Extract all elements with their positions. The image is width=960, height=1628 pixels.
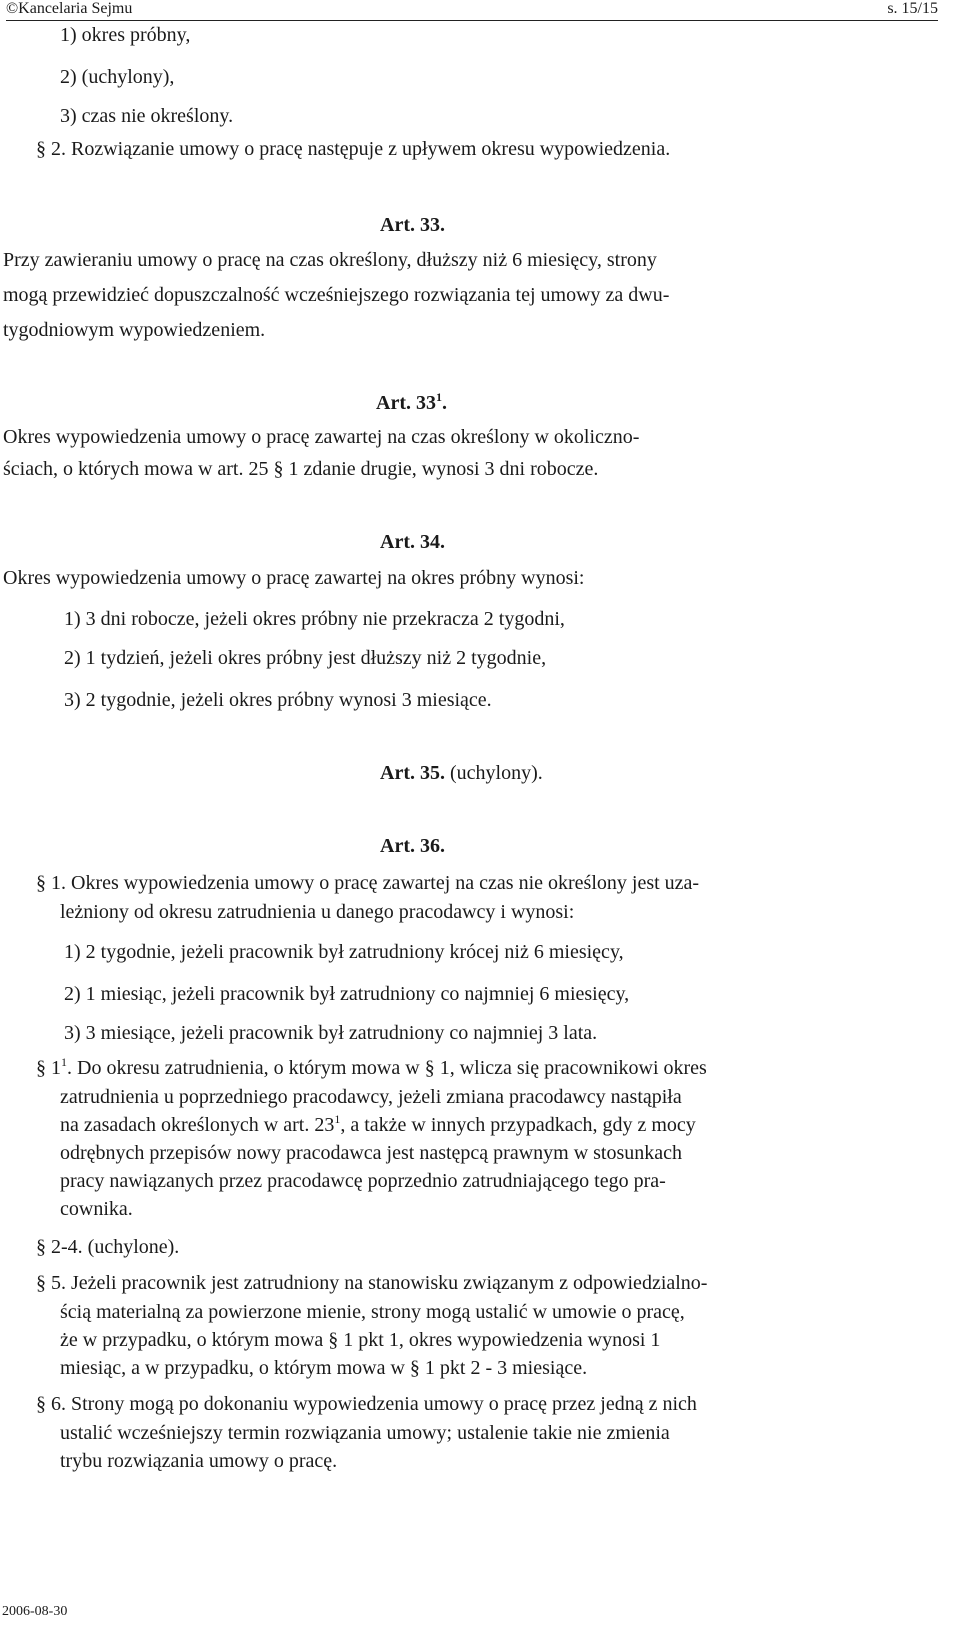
art-36-p6-line-2: ustalić wcześniejszy termin rozwiązania umowy; ustalenie takie nie zmienia xyxy=(60,1422,670,1444)
art-34-title: Art. 34. xyxy=(380,531,445,553)
art-33-line-2: mogą przewidzieć dopuszczalność wcześniejszego rozwiązania tej umowy za dwu- xyxy=(3,284,670,306)
art-36-p1-1-line-3: na zasadach określonych w art. $23^1$, a także w innych przypadkach, gdy z mocy xyxy=(60,1112,696,1136)
art-36-title: Art. 36. xyxy=(380,835,445,857)
art-35: Art. 35. (uchylony). xyxy=(380,762,543,784)
superscript: 1 xyxy=(435,390,442,404)
paragraph-2: § 2. Rozwiązanie umowy o pracę następuje z upływem okresu wypowiedzenia. xyxy=(36,138,671,160)
art-36-p1-1-line-6: cownika. xyxy=(60,1198,133,1220)
art-33-1-line-2: ściach, o których mowa w art. 25 § 1 zdanie drugie, wynosi 3 dni robocze. xyxy=(3,458,599,480)
art-33-1-title: Art. $33^1$. xyxy=(376,390,447,414)
art-36-p6-line-1: § 6. Strony mogą po dokonaniu wypowiedzenia umowy o pracę przez jedną z nich xyxy=(36,1393,697,1415)
header-source: ©Kancelaria Sejmu xyxy=(6,0,133,17)
art-36-p2-4: § 2-4. (uchylone). xyxy=(36,1236,180,1258)
art-36-p5-line-3: że w przypadku, o którym mowa § 1 pkt 1, okres wypowiedzenia wynosi 1 xyxy=(60,1329,661,1351)
art-36-p1-line-1: § 1. Okres wypowiedzenia umowy o pracę zawartej na czas nie określony jest uza- xyxy=(36,872,700,894)
art-36-item-2: 2) 1 miesiąc, jeżeli pracownik był zatrudniony co najmniej 6 miesięcy, xyxy=(64,983,630,1005)
item-uchylony: 2) (uchylony), xyxy=(60,66,175,88)
art-36-p6-line-3: trybu rozwiązania umowy o pracę. xyxy=(60,1450,338,1472)
header-page-number: s. 15/15 xyxy=(887,0,938,17)
art-34-item-3: 3) 2 tygodnie, jeżeli okres próbny wynosi 3 miesiące. xyxy=(64,689,492,711)
art-33-line-1: Przy zawieraniu umowy o pracę na czas określony, dłuższy niż 6 miesięcy, strony xyxy=(3,249,657,271)
art-34-item-2: 2) 1 tydzień, jeżeli okres próbny jest dłuższy niż 2 tygodnie, xyxy=(64,647,547,669)
art-33-1-line-1: Okres wypowiedzenia umowy o pracę zawartej na czas określony w okoliczno- xyxy=(3,426,640,448)
art-36-p1-1-line-1: § $1^1$. Do okresu zatrudnienia, o którym mowa w § 1, wlicza się pracownikowi okres xyxy=(36,1055,707,1079)
art-33-title: Art. 33. xyxy=(380,214,445,236)
art-34-intro: Okres wypowiedzenia umowy o pracę zawartej na okres próbny wynosi: xyxy=(3,567,585,589)
art-36-p5-line-2: ścią materialną za powierzone mienie, strony mogą ustalić w umowie o pracę, xyxy=(60,1301,685,1323)
footer-date: 2006-08-30 xyxy=(2,1604,68,1619)
art-36-item-1: 1) 2 tygodnie, jeżeli pracownik był zatrudniony krócej niż 6 miesięcy, xyxy=(64,941,624,963)
art-36-p1-1-line-5: pracy nawiązanych przez pracodawcę poprzednio zatrudniającego tego pra- xyxy=(60,1170,666,1192)
page-header xyxy=(6,0,938,21)
item-okres-probny: 1) okres próbny, xyxy=(60,24,191,46)
art-36-p5-line-1: § 5. Jeżeli pracownik jest zatrudniony na stanowisku związanym z odpowiedzialno- xyxy=(36,1272,708,1294)
art-36-p1-1-line-4: odrębnych przepisów nowy pracodawca jest następcą prawnym w stosunkach xyxy=(60,1142,683,1164)
art-36-p1-1-line-2: zatrudnienia u poprzedniego pracodawcy, jeżeli zmiana pracodawcy nastąpiła xyxy=(60,1086,682,1108)
art-36-item-3: 3) 3 miesiące, jeżeli pracownik był zatrudniony co najmniej 3 lata. xyxy=(64,1022,598,1044)
art-36-p1-line-2: leżniony od okresu zatrudnienia u danego pracodawcy i wynosi: xyxy=(60,901,575,923)
art-36-p5-line-4: miesiąc, a w przypadku, o którym mowa w § 1 pkt 2 - 3 miesiące. xyxy=(60,1357,588,1379)
item-czas-nie-okreslony: 3) czas nie określony. xyxy=(60,105,234,127)
art-33-line-3: tygodniowym wypowiedzeniem. xyxy=(3,319,266,341)
art-34-item-1: 1) 3 dni robocze, jeżeli okres próbny nie przekracza 2 tygodni, xyxy=(64,608,565,630)
